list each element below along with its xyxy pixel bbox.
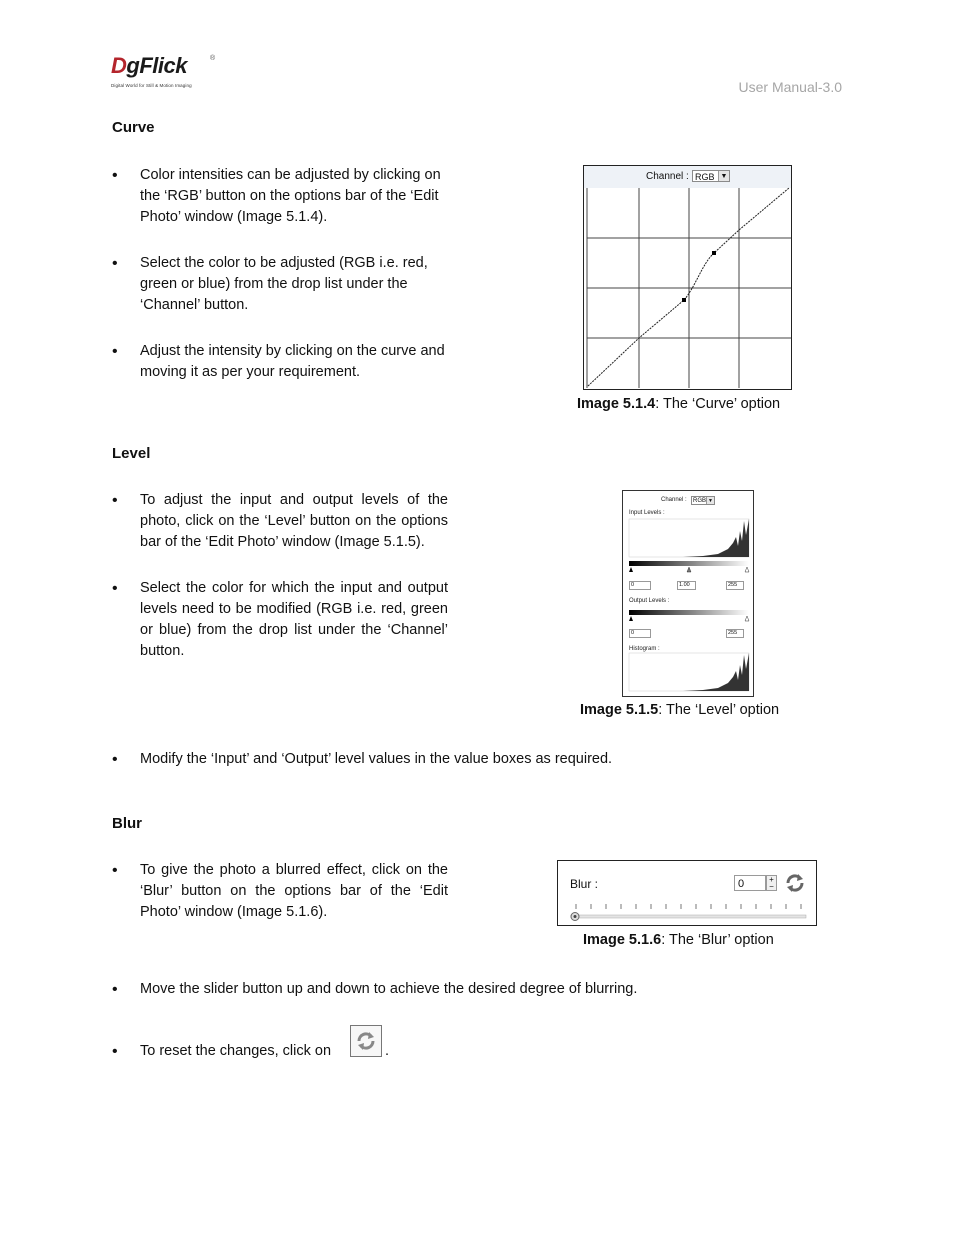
input-max-field[interactable]: 255: [726, 581, 744, 590]
caption-text: : The ‘Curve’ option: [655, 396, 781, 412]
blur-reset-bullet: [112, 1041, 512, 1087]
caption-text: : The ‘Level’ option: [658, 702, 780, 718]
input-white-slider[interactable]: [745, 567, 749, 572]
logo-wordmark: [111, 55, 221, 77]
dgflick-logo: [111, 55, 221, 97]
output-gradient-bar: [629, 610, 749, 615]
blur-spinner[interactable]: + −: [766, 875, 777, 891]
caption-label: Image 5.1.5: [580, 702, 659, 718]
blur-slider[interactable]: [568, 901, 808, 921]
blur-value-field[interactable]: 0: [734, 875, 766, 891]
level-bullet-2: • Select the color for which the input and output levels need to be modified (RGB i.e. red, green or blue) from the drop list under the ‘Channel’ button.: [112, 578, 448, 662]
output-min-field[interactable]: 0: [629, 629, 651, 638]
caption-label: Image 5.1.4: [577, 396, 656, 412]
blur-bullet-2: • Move the slider button up and down to achieve the desired degree of blurring.: [112, 979, 832, 1000]
level-channel-label: Channel :: [661, 497, 687, 503]
inline-reset-button[interactable]: [350, 1025, 382, 1057]
level-caption: [580, 702, 779, 718]
blur-label: Blur :: [570, 877, 599, 891]
level-bullets: [112, 490, 448, 687]
input-gray-slider[interactable]: [687, 567, 691, 572]
level-bullet-3: • Modify the ‘Input’ and ‘Output’ level values in the value boxes as required.: [112, 749, 832, 770]
blur-bullets: [112, 860, 448, 948]
input-black-slider[interactable]: [629, 567, 633, 572]
input-mid-field[interactable]: 1.00: [677, 581, 696, 590]
curve-bullet-3: • Adjust the intensity by clicking on the curve and moving it as per your requirement.: [112, 341, 448, 383]
manual-version: User Manual-3.0: [738, 79, 842, 95]
level-figure: [622, 490, 754, 697]
refresh-icon: [355, 1030, 377, 1052]
input-min-field[interactable]: 0: [629, 581, 651, 590]
input-gradient-bar: [629, 561, 749, 566]
level-channel-value: RGB: [693, 498, 707, 504]
histogram-label: Histogram :: [629, 646, 660, 652]
blur-title: Blur: [112, 815, 142, 832]
blur-slider-track: [571, 915, 806, 918]
blur-bullet-3: [112, 1041, 512, 1062]
logo-registered-mark: ®: [210, 55, 216, 62]
logo-tagline: Digital World for Still & Motion Imaging: [111, 83, 192, 88]
level-graphics: [623, 491, 753, 696]
caption-label: Image 5.1.6: [583, 932, 662, 948]
output-white-slider[interactable]: [745, 616, 749, 621]
blur-bullet-1: • To give the photo a blurred effect, click on the ‘Blur’ button on the options bar of the ‘Edit Photo’ window (Image 5.1.6).: [112, 860, 448, 923]
logo-letter-d: D: [111, 53, 127, 78]
reset-period: .: [385, 1043, 390, 1059]
curve-bullet-1: • Color intensities can be adjusted by clicking on the ‘RGB’ button on the options bar of the ‘Edit Photo’ window (Image 5.1.4).: [112, 165, 448, 228]
curve-figure: [583, 165, 792, 390]
input-levels-label: Input Levels :: [629, 510, 665, 516]
blur-caption: [583, 932, 774, 948]
channel-label: Channel :: [646, 171, 689, 182]
output-levels-label: Output Levels :: [629, 598, 670, 604]
curve-control-point[interactable]: [712, 251, 716, 255]
logo-letters: gFlick: [126, 53, 187, 78]
chevron-down-icon: ▼: [706, 497, 714, 504]
chevron-down-icon: ▼: [718, 171, 729, 181]
curve-caption: [577, 396, 780, 412]
curve-bullets: [112, 165, 448, 408]
curve-graph[interactable]: [584, 166, 791, 389]
blur-figure: [557, 860, 817, 926]
output-max-field[interactable]: 255: [726, 629, 744, 638]
reset-instruction: To reset the changes, click on: [140, 1043, 332, 1059]
curve-title: Curve: [112, 119, 155, 136]
caption-text: : The ‘Blur’ option: [661, 932, 774, 948]
curve-control-point[interactable]: [682, 298, 686, 302]
level-title: Level: [112, 445, 151, 462]
curve-bullet-2: • Select the color to be adjusted (RGB i.e. red, green or blue) from the drop list under the ‘Channel’ button.: [112, 253, 448, 316]
channel-select-value: RGB: [695, 172, 715, 182]
level-extra-bullets: [112, 749, 832, 795]
level-bullet-1: • To adjust the input and output levels of the photo, click on the ‘Level’ button on the options bar of the ‘Edit Photo’ window (Image 5.1.5).: [112, 490, 448, 553]
refresh-icon[interactable]: [784, 872, 806, 894]
blur-extra-bullets: [112, 979, 832, 1025]
output-black-slider[interactable]: [629, 616, 633, 621]
